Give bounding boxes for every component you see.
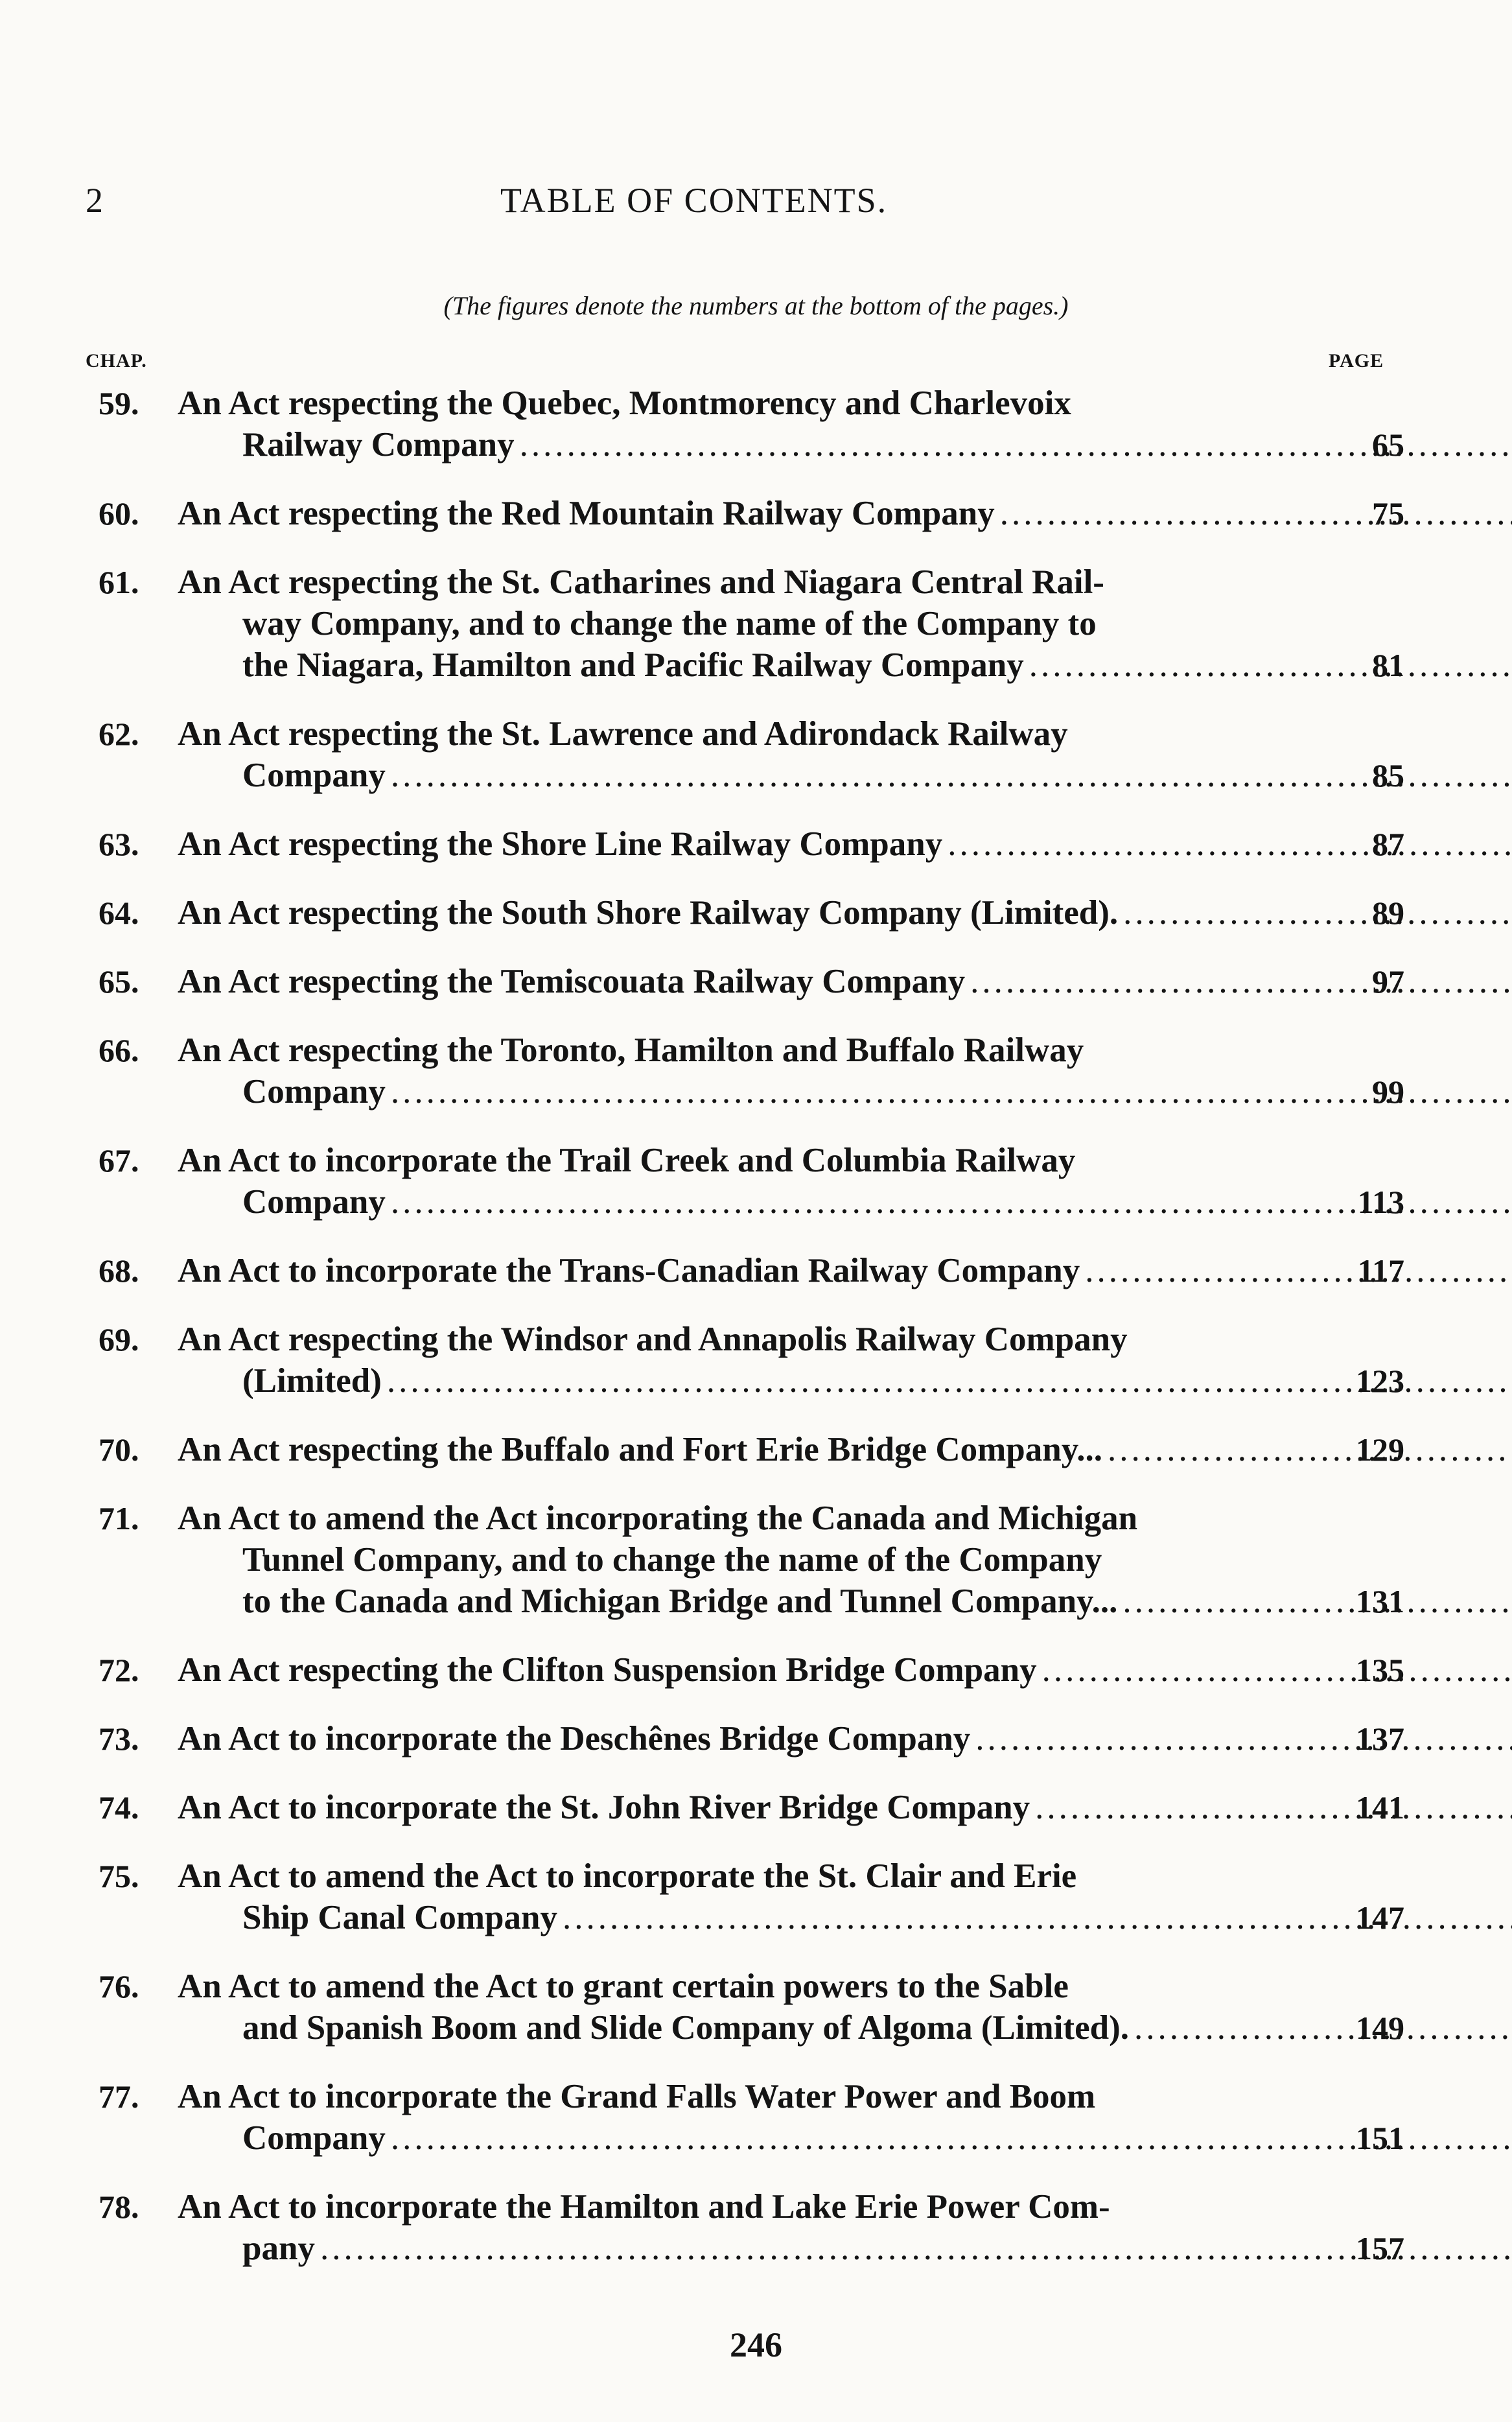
- dot-leader: [948, 825, 1512, 863]
- chapter-number: 61.: [99, 564, 139, 600]
- entry-title-text: the Niagara, Hamilton and Pacific Railway Company: [242, 646, 1024, 684]
- page-reference: 129: [1356, 1431, 1404, 1468]
- entry-title-line: [178, 1071, 1286, 1112]
- entry-title-line: An Act to incorporate the Grand Falls Water Power and Boom: [178, 2078, 1096, 2115]
- toc-entry: [0, 1649, 1512, 1691]
- chapter-number: 76.: [99, 1968, 139, 2005]
- toc-entry: [0, 2076, 1512, 2159]
- dot-leader: [1035, 1789, 1512, 1826]
- entry-title-line: An Act respecting the Quebec, Montmorency and Charlevoix: [178, 384, 1071, 422]
- entry-title-line: An Act to amend the Act to incorporate the St. Clair and Erie: [178, 1857, 1077, 1895]
- entry-title: [178, 1787, 1286, 1828]
- entry-title-text: Company: [242, 2119, 386, 2157]
- chapter-number: 67.: [99, 1142, 139, 1179]
- chapter-number: 73.: [99, 1721, 139, 1757]
- entry-title-line: [178, 1181, 1286, 1223]
- chapter-number: 68.: [99, 1252, 139, 1289]
- toc-entry: [0, 1855, 1512, 1938]
- entry-title-text: An Act to incorporate the Trans-Canadian Railway Company: [178, 1252, 1080, 1289]
- entry-title-line: [178, 493, 1286, 534]
- entry-title-text: Company: [242, 1073, 386, 1111]
- entry-title-line: Tunnel Company, and to change the name of the Company: [242, 1541, 1102, 1579]
- page-reference: 65: [1372, 427, 1404, 463]
- entry-title: [178, 1718, 1286, 1759]
- entry-title: [178, 382, 1286, 465]
- entry-title-line: [178, 1429, 1286, 1470]
- page-number: 2: [86, 181, 103, 220]
- entry-title-text: An Act to incorporate the Deschênes Bridge Company: [178, 1720, 971, 1758]
- chapter-number: 66.: [99, 1032, 139, 1068]
- entry-title: [178, 1966, 1286, 2049]
- entry-title-line: [178, 1649, 1286, 1691]
- chapter-number: 64.: [99, 895, 139, 931]
- toc-entry: [0, 1787, 1512, 1828]
- entry-title-text: and Spanish Boom and Slide Company of Algoma (Limited).: [242, 2009, 1129, 2047]
- entry-title-text: Railway Company: [242, 426, 515, 464]
- entry-title: [178, 823, 1286, 865]
- entry-title-text: An Act respecting the Clifton Suspension Bridge Company: [178, 1651, 1037, 1689]
- entry-title: [178, 713, 1286, 796]
- toc-entry: [0, 561, 1512, 686]
- entry-title-line: [178, 755, 1286, 796]
- toc-entry: [0, 1250, 1512, 1291]
- entry-title: [178, 1429, 1286, 1470]
- contents-list: [0, 382, 1512, 2296]
- toc-entry: [0, 1029, 1512, 1112]
- toc-entry: [0, 2186, 1512, 2269]
- toc-entry: [0, 823, 1512, 865]
- page-reference: 151: [1356, 2120, 1404, 2156]
- chap-column-heading: CHAP.: [86, 350, 147, 371]
- entry-title: [178, 1140, 1286, 1223]
- entry-title-line: [178, 1360, 1286, 1402]
- page-reference: 85: [1372, 757, 1404, 794]
- entry-title-line: An Act respecting the St. Catharines and Niagara Central Rail-: [178, 563, 1104, 601]
- entry-title-text: An Act to incorporate the St. John River Bridge Company: [178, 1789, 1030, 1826]
- toc-entry: [0, 1140, 1512, 1223]
- entry-title: [178, 1029, 1286, 1112]
- chapter-number: 69.: [99, 1321, 139, 1358]
- page-reference: 123: [1356, 1363, 1404, 1399]
- chapter-number: 60.: [99, 495, 139, 532]
- signature-number: 246: [730, 2325, 782, 2364]
- entry-title-text: Company: [242, 1183, 386, 1221]
- chapter-number: 65.: [99, 963, 139, 1000]
- chapter-number: 78.: [99, 2189, 139, 2225]
- entry-title-line: An Act to incorporate the Trail Creek and Columbia Railway: [178, 1142, 1076, 1179]
- chapter-number: 74.: [99, 1789, 139, 1826]
- page-reference: 113: [1357, 1184, 1404, 1220]
- dot-leader: [975, 1720, 1512, 1758]
- entry-title-text: Ship Canal Company: [242, 1899, 558, 1936]
- page-reference: 141: [1356, 1789, 1404, 1826]
- entry-title: [178, 892, 1286, 934]
- entry-title-text: (Limited): [242, 1362, 382, 1400]
- entry-title-line: [178, 2007, 1286, 2049]
- page-reference: 117: [1357, 1252, 1404, 1289]
- figures-note: (The figures denote the numbers at the bottom of the pages.): [443, 291, 1069, 320]
- entry-title-line: An Act respecting the Windsor and Annapolis Railway Company: [178, 1321, 1128, 1358]
- entry-title-line: An Act respecting the Toronto, Hamilton and Buffalo Railway: [178, 1031, 1084, 1069]
- entry-title-line: [178, 823, 1286, 865]
- dot-leader: [970, 963, 1512, 1000]
- page-reference: 87: [1372, 826, 1404, 862]
- entry-title: [178, 493, 1286, 534]
- page-title: TABLE OF CONTENTS.: [500, 181, 888, 220]
- entry-title-line: An Act to amend the Act to grant certain powers to the Sable: [178, 1968, 1069, 2005]
- toc-entry: [0, 713, 1512, 796]
- page-reference: 89: [1372, 895, 1404, 931]
- entry-title-line: [178, 961, 1286, 1002]
- entry-title-text: pany: [242, 2229, 315, 2267]
- page-reference: 137: [1356, 1721, 1404, 1757]
- entry-title-line: An Act to incorporate the Hamilton and Lake Erie Power Com-: [178, 2188, 1110, 2226]
- page-reference: 149: [1356, 2010, 1404, 2046]
- entry-title-line: [178, 1787, 1286, 1828]
- toc-entry: [0, 892, 1512, 934]
- chapter-number: 70.: [99, 1431, 139, 1468]
- dot-leader: [1108, 1431, 1512, 1468]
- entry-title-text: An Act respecting the South Shore Railway Company (Limited).: [178, 894, 1119, 932]
- entry-title-line: An Act respecting the St. Lawrence and Adirondack Railway: [178, 715, 1068, 753]
- entry-title-text: to the Canada and Michigan Bridge and Tunnel Company...: [242, 1582, 1118, 1620]
- page-reference: 99: [1372, 1074, 1404, 1110]
- entry-title-line: [178, 424, 1286, 465]
- toc-entry: [0, 1319, 1512, 1402]
- entry-title-line: An Act to amend the Act incorporating the Canada and Michigan: [178, 1499, 1138, 1537]
- entry-title: [178, 1319, 1286, 1402]
- chapter-number: 75.: [99, 1858, 139, 1894]
- chapter-number: 59.: [99, 385, 139, 421]
- dot-leader: [1085, 1252, 1512, 1289]
- entry-title-line: way Company, and to change the name of the Company to: [242, 605, 1097, 642]
- entry-title: [178, 961, 1286, 1002]
- page-reference: 135: [1356, 1652, 1404, 1688]
- entry-title-line: [178, 892, 1286, 934]
- page-reference: 147: [1356, 1899, 1404, 1936]
- page-reference: 157: [1356, 2230, 1404, 2266]
- entry-title: [178, 1855, 1286, 1938]
- entry-title-line: [178, 2228, 1286, 2269]
- page-reference: 81: [1372, 647, 1404, 683]
- entry-title: [178, 561, 1286, 686]
- entry-title: [178, 1649, 1286, 1691]
- entry-title: [178, 1498, 1286, 1622]
- toc-entry: [0, 1498, 1512, 1622]
- dot-leader: [1042, 1651, 1512, 1689]
- dot-leader: [1000, 495, 1512, 532]
- page-reference: 131: [1356, 1583, 1404, 1619]
- toc-entry: [0, 1429, 1512, 1470]
- entry-title-line: [178, 1250, 1286, 1291]
- entry-title-text: An Act respecting the Buffalo and Fort Erie Bridge Company...: [178, 1431, 1103, 1468]
- chapter-number: 71.: [99, 1500, 139, 1536]
- toc-entry: [0, 382, 1512, 465]
- chapter-number: 62.: [99, 716, 139, 752]
- chapter-number: 77.: [99, 2078, 139, 2115]
- entry-title-text: An Act respecting the Red Mountain Railway Company: [178, 495, 995, 532]
- entry-title-line: [178, 644, 1286, 686]
- page-reference: 75: [1372, 495, 1404, 532]
- toc-entry: [0, 961, 1512, 1002]
- toc-entry: [0, 1718, 1512, 1759]
- page-reference: 97: [1372, 963, 1404, 1000]
- entry-title-text: Company: [242, 757, 386, 794]
- entry-title-line: [178, 1581, 1286, 1622]
- chapter-number: 72.: [99, 1652, 139, 1688]
- entry-title-text: An Act respecting the Temiscouata Railway Company: [178, 963, 966, 1000]
- toc-entry: [0, 493, 1512, 534]
- entry-title-line: [178, 1718, 1286, 1759]
- chapter-number: 63.: [99, 826, 139, 862]
- entry-title-line: [178, 2117, 1286, 2159]
- entry-title: [178, 2186, 1286, 2269]
- page-column-heading: PAGE: [1329, 350, 1384, 371]
- entry-title: [178, 1250, 1286, 1291]
- dot-leader: [1029, 646, 1512, 684]
- entry-title-text: An Act respecting the Shore Line Railway Company: [178, 825, 943, 863]
- toc-entry: [0, 1966, 1512, 2049]
- entry-title-line: [178, 1897, 1286, 1938]
- page-header: [86, 180, 1414, 239]
- entry-title: [178, 2076, 1286, 2159]
